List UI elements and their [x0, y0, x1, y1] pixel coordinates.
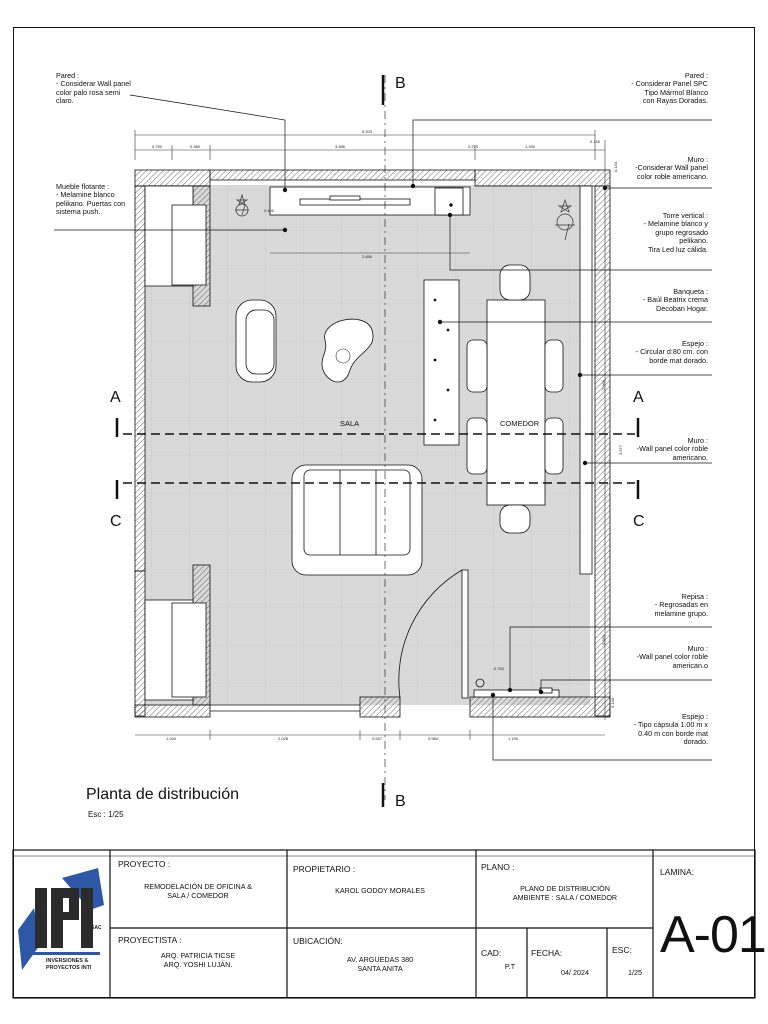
- company-logo: [18, 868, 104, 970]
- dim-bottom-part: 0.984: [428, 736, 439, 741]
- dim-mueble-length: 2.656: [362, 254, 373, 259]
- drawing-title: Planta de distribución: [86, 786, 239, 803]
- ubicacion-value: AV. ARGUEDAS 380 SANTA ANITA: [346, 955, 414, 973]
- dim-right-part: 3.977: [618, 444, 623, 455]
- floating-cabinet: [270, 187, 470, 215]
- drawing-scale: Esc : 1/25: [88, 810, 124, 819]
- dim-bottom-part: 2.028: [278, 736, 289, 741]
- section-b-top: B: [395, 75, 406, 92]
- note-pared-left: Pared : - Considerar Wall panel color palo rosa semi claro.: [56, 71, 131, 106]
- section-a-right: A: [633, 389, 644, 406]
- section-a-left: A: [110, 389, 121, 406]
- room-label-sala: SALA: [340, 419, 360, 428]
- wall-bottom-right: [470, 697, 610, 717]
- dim-top-part: 0.273: [468, 144, 479, 149]
- wall-left-bottom: [135, 571, 145, 716]
- note-banqueta: Banqueta : - Baúl Beatrix crema Decoban Hogar.: [642, 287, 708, 313]
- logo-line-1: INVERSIONES &: [46, 958, 89, 964]
- wall-bottom-mid: [360, 697, 400, 717]
- dim-top-part: 0.380: [190, 144, 201, 149]
- proyecto-label: PROYECTO :: [118, 859, 171, 869]
- dim-bottom-part: 0.537: [372, 736, 383, 741]
- right-wall-panel: [580, 186, 592, 574]
- cad-value: P.T: [504, 962, 516, 971]
- propietario-label: PROPIETARIO :: [293, 864, 356, 874]
- note-pared-right: Pared : - Considerar Panel SPC Tipo Mármol Blanco con Rayas Doradas.: [631, 71, 708, 106]
- wall-top-left: [135, 170, 210, 186]
- proyectista-value: ARQ. PATRICIA TICSE ARQ. YOSHI LUJÁN.: [160, 951, 236, 969]
- wall-top-mid: [210, 170, 475, 180]
- plano-label: PLANO :: [481, 862, 515, 872]
- proyectista-label: PROYECTISTA :: [118, 935, 182, 945]
- dim-mueble-depth: 0.400: [264, 208, 275, 213]
- proyecto-value: REMODELACIÓN DE OFICINA & SALA / COMEDOR: [144, 882, 252, 900]
- section-b-bottom: B: [395, 793, 406, 810]
- fecha-value: 04/ 2024: [561, 968, 589, 977]
- fecha-label: FECHA:: [531, 948, 563, 958]
- dim-top-part: 3.486: [335, 144, 346, 149]
- plano-value: PLANO DE DISTRIBUCIÓN AMBIENTE : SALA / COMEDOR: [512, 884, 618, 902]
- dim-top-part: 1.330: [525, 144, 536, 149]
- note-torre-vertical: Torre vertical : - Melamine blanco y grupo regrosado pelikano. Tira Led luz cálida.: [643, 211, 708, 254]
- wall-left-top: [135, 186, 145, 571]
- section-c-left: C: [110, 513, 122, 530]
- dim-bottom-part: 1.040: [166, 736, 177, 741]
- note-espejo-1: Espejo : - Circular d:80 cm. con borde mat dorado.: [635, 339, 708, 365]
- banqueta-bench: [424, 280, 459, 445]
- dim-right-part: 0.140: [610, 697, 615, 708]
- ubicacion-label: UBICACIÓN:: [293, 936, 343, 946]
- wall-top-right: [475, 170, 610, 186]
- dim-top-total: 5.203: [362, 129, 373, 134]
- note-repisa: Repisa : - Regrosadas en melamine grupo.: [654, 592, 708, 618]
- note-muro-2: Muro : -Wall panel color roble americano.: [636, 436, 708, 462]
- dim-top-part: 0.790: [152, 144, 163, 149]
- dim-top-right: 0.140: [590, 139, 601, 144]
- dim-right-part: 0.140: [613, 161, 618, 172]
- dim-repisa-width: 0.760: [494, 666, 505, 671]
- note-muro-3: Muro : -Wall panel color roble american.o: [636, 644, 708, 670]
- sofa: [292, 465, 422, 575]
- logo-letters: [36, 880, 37, 881]
- dim-bottom-part: 1.190: [508, 736, 519, 741]
- room-label-comedor: COMEDOR: [500, 419, 540, 428]
- lamina-label: LAMINA:: [660, 867, 695, 877]
- esc-label: ESC:: [612, 945, 632, 955]
- propietario-value: KAROL GODOY MORALES: [335, 886, 425, 895]
- armchair: [236, 300, 276, 382]
- note-espejo-2: Espejo : - Tipo cápsula 1.00 m x 0.40 m con borde mat dorado.: [633, 712, 708, 747]
- logo-sac: SAC: [91, 925, 102, 931]
- wall-bottom-left: [135, 705, 210, 717]
- section-c-right: C: [633, 513, 645, 530]
- dim-right-part: 2.960: [601, 379, 606, 390]
- logo-line-2: PROYECTOS INTI: [46, 965, 92, 971]
- esc-value: 1/25: [628, 968, 642, 977]
- note-muro-1: Muro : -Considerar Wall panel color roble americano.: [635, 155, 708, 181]
- note-mueble-flotante: Mueble flotante : - Melamine blanco pelikano. Puertas con sistema push.: [56, 182, 126, 217]
- dim-right-part: 0.850: [601, 634, 606, 645]
- sheet-number: A-01: [660, 906, 766, 964]
- cad-label: CAD:: [481, 948, 502, 958]
